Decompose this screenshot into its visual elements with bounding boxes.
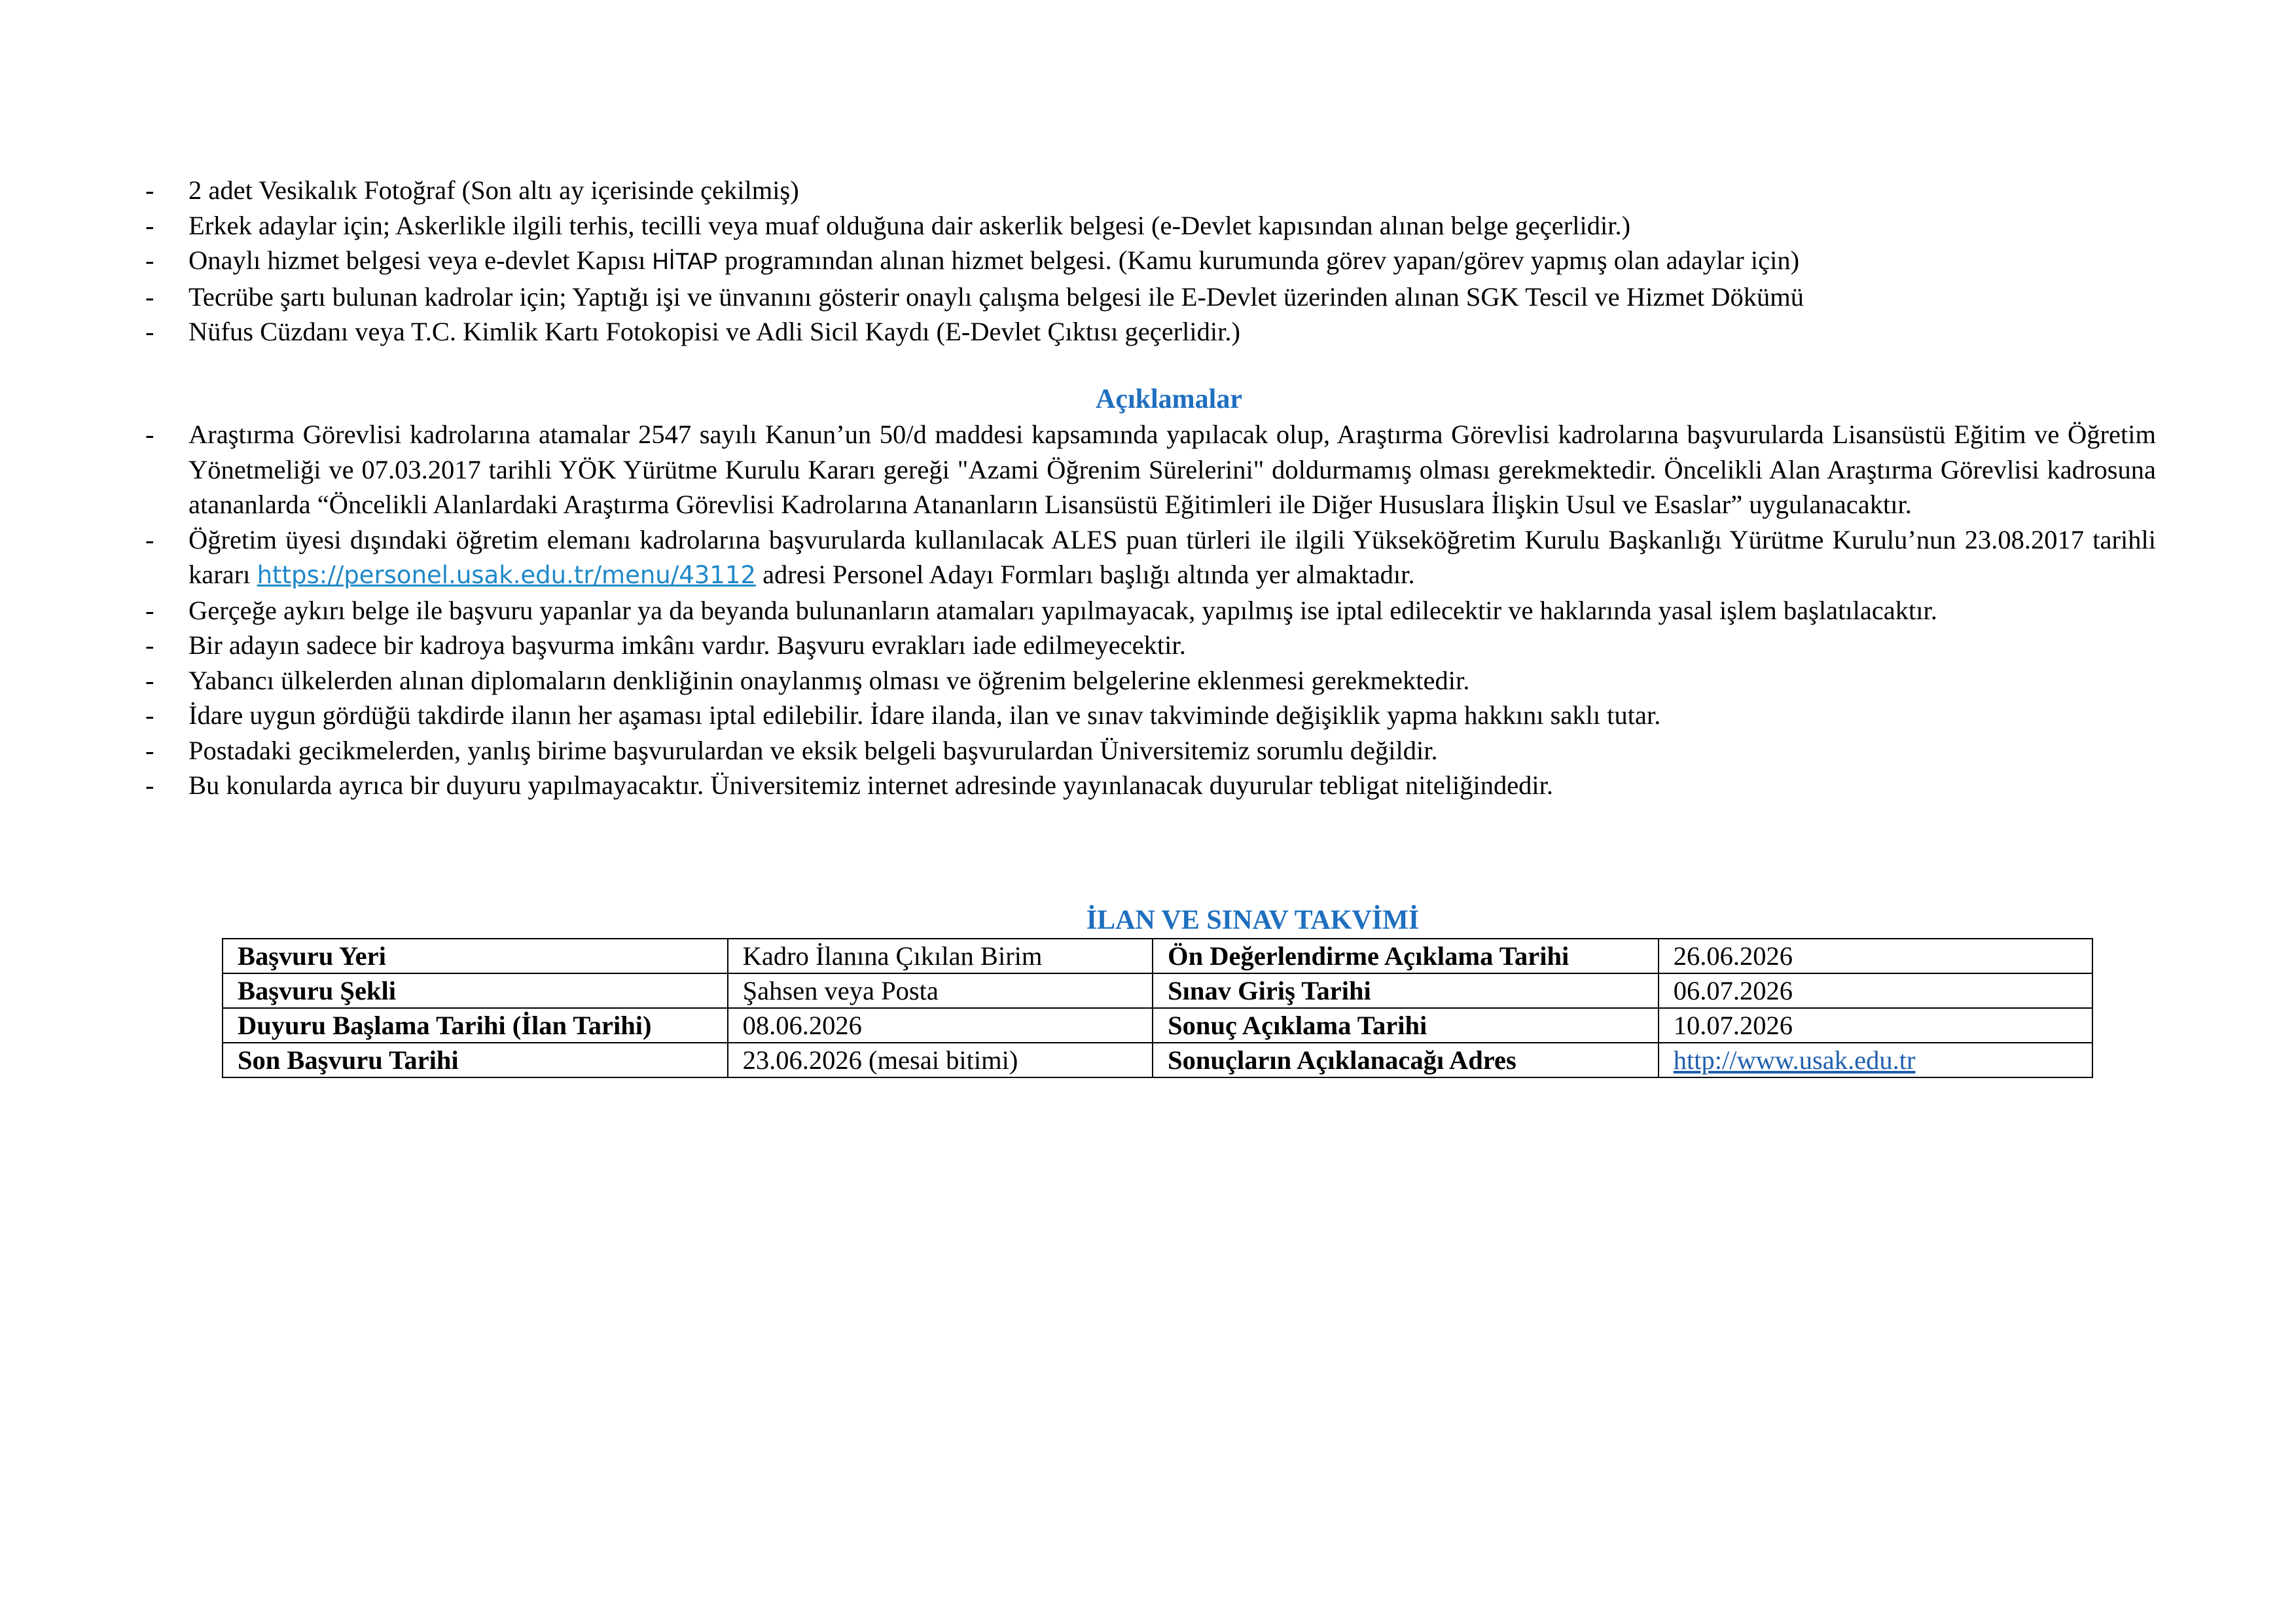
table-row xyxy=(223,973,2092,1008)
bullet-dash: - xyxy=(145,770,154,800)
table-row xyxy=(223,939,2092,973)
bullet-dash: - xyxy=(145,524,154,554)
table-row xyxy=(223,1043,2092,1077)
bullet-dash: - xyxy=(145,420,154,449)
list-item-text-part: Onaylı hizmet belgesi veya e-devlet Kapısı xyxy=(188,245,653,275)
list-item-text: Yabancı ülkelerden alınan diplomaların denkliğinin onaylanmış olması ve öğrenim belgelerine eklenmesi gerekmektedir. xyxy=(188,665,1470,695)
list-item-text-part: Öğretim üyesi dışındaki öğretim elemanı kadrolarına başvurularda kullanılacak ALES puan türleri ile ilgili Yükseköğretim Kurulu Başkanlığı Yürütme Kurulu’nun 23.08.2017 tarihli kararı xyxy=(188,524,2156,589)
list-item-text: Postadaki gecikmelerden, yanlış birime başvurulardan ve eksik belgeli başvurulardan Üniversitemiz sorumlu değildir. xyxy=(188,735,1438,765)
results-address-link[interactable]: http://www.usak.edu.tr xyxy=(1673,1045,1916,1075)
notes-list xyxy=(145,417,2156,803)
list-item-text xyxy=(188,522,2156,593)
list-item xyxy=(145,314,2156,350)
list-item xyxy=(145,663,2156,698)
list-item-text xyxy=(188,245,1799,275)
list-item-text: Nüfus Cüzdanı veya T.C. Kimlik Kartı Fotokopisi ve Adli Sicil Kaydı (E-Devlet Çıktısı geçerlidir.) xyxy=(188,317,1241,346)
list-item xyxy=(145,522,2156,593)
table-value-cell: 06.07.2026 xyxy=(1659,973,2092,1008)
table-row xyxy=(223,1008,2092,1043)
list-item-text-part: programından alınan hizmet belgesi. (Kamu kurumunda görev yapan/görev yapmış olan adaylar için) xyxy=(718,245,1800,275)
list-item xyxy=(145,417,2156,522)
required-documents-list xyxy=(145,173,2156,350)
calendar-table xyxy=(222,938,2093,1078)
personel-forms-link[interactable]: https://personel.usak.edu.tr/menu/43112 xyxy=(257,561,756,589)
table-value-cell: 08.06.2026 xyxy=(728,1008,1153,1043)
list-item-text: Bu konularda ayrıca bir duyuru yapılmayacaktır. Üniversitemiz internet adresinde yayınlanacak duyurular tebligat niteliğindedir. xyxy=(188,770,1554,800)
bullet-dash: - xyxy=(145,630,154,660)
notes-heading: Açıklamalar xyxy=(1096,384,1242,414)
bullet-dash: - xyxy=(145,245,154,275)
table-label-cell: Ön Değerlendirme Açıklama Tarihi xyxy=(1153,939,1659,973)
list-item xyxy=(145,628,2156,663)
table-value-cell xyxy=(1659,1043,2092,1077)
list-item-text: Araştırma Görevlisi kadrolarına atamalar 2547 sayılı Kanun’un 50/d maddesi kapsamında yapılacak olup, Araştırma Görevlisi kadrolarına başvurularda Lisansüstü Eğitim ve Öğretim Yönetmeliği ve 07.03.2017 tarihli YÖK Yürütme Kurulu Kararı gereği "Azami Öğrenim Sürelerini" doldurmamış olması gerekmektedir. Öncelikli Alan Araştırma Görevlisi kadrosuna atananlarda “Öncelikli Alanlardaki Araştırma Görevlisi Kadrolarına Atananların Lisansüstü Eğitimleri ile Diğer Hususlara İlişkin Usul ve Esaslar” uygulanacaktır. xyxy=(188,420,2156,519)
list-item xyxy=(145,173,2156,208)
list-item xyxy=(145,208,2156,244)
bullet-dash: - xyxy=(145,317,154,346)
list-item-text: Gerçeğe aykırı belge ile başvuru yapanlar ya da beyanda bulunanların atamaları yapılmayacak, yapılmış ise iptal edilecektir ve haklarında yasal işlem başlatılacaktır. xyxy=(188,595,1937,625)
table-value-cell: Kadro İlanına Çıkılan Birim xyxy=(728,939,1153,973)
table-label-cell: Sonuç Açıklama Tarihi xyxy=(1153,1008,1659,1043)
bullet-dash: - xyxy=(145,735,154,765)
list-item xyxy=(145,280,2156,315)
table-label-cell: Son Başvuru Tarihi xyxy=(223,1043,728,1077)
list-item xyxy=(145,768,2156,803)
table-value-cell: 23.06.2026 (mesai bitimi) xyxy=(728,1043,1153,1077)
calendar-heading: İLAN VE SINAV TAKVİMİ xyxy=(1086,905,1420,935)
bullet-dash: - xyxy=(145,281,154,312)
list-item xyxy=(145,698,2156,733)
list-item-text: Tecrübe şartı bulunan kadrolar için; Yaptığı işi ve ünvanını gösterir onaylı çalışma belgesi ile E-Devlet üzerinden alınan SGK Tescil ve Hizmet Dökümü xyxy=(188,281,1804,312)
list-item-text: İdare uygun gördüğü takdirde ilanın her aşaması iptal edilebilir. İdare ilanda, ilan ve sınav takviminde değişiklik yapma hakkını saklı tutar. xyxy=(188,700,1661,730)
bullet-dash: - xyxy=(145,175,154,205)
list-item-text: Bir adayın sadece bir kadroya başvurma imkânı vardır. Başvuru evrakları iade edilmeyecektir. xyxy=(188,630,1186,660)
table-label-cell: Duyuru Başlama Tarihi (İlan Tarihi) xyxy=(223,1008,728,1043)
list-item xyxy=(145,593,2156,628)
list-item-text: Erkek adaylar için; Askerlikle ilgili terhis, tecilli veya muaf olduğuna dair askerlik belgesi (e-Devlet kapısından alınan belge geçerlidir.) xyxy=(188,210,1631,240)
table-label-cell: Başvuru Yeri xyxy=(223,939,728,973)
table-label-cell: Sınav Giriş Tarihi xyxy=(1153,973,1659,1008)
list-item xyxy=(145,243,2156,280)
list-item-text-part: adresi Personel Adayı Formları başlığı altında yer almaktadır. xyxy=(755,560,1415,589)
table-label-cell: Sonuçların Açıklanacağı Adres xyxy=(1153,1043,1659,1077)
bullet-dash: - xyxy=(145,595,154,625)
hitap-term: HİTAP xyxy=(652,249,718,274)
table-value-cell: 10.07.2026 xyxy=(1659,1008,2092,1043)
bullet-dash: - xyxy=(145,210,154,240)
table-label-cell: Başvuru Şekli xyxy=(223,973,728,1008)
list-item-text: 2 adet Vesikalık Fotoğraf (Son altı ay içerisinde çekilmiş) xyxy=(188,175,799,205)
table-value-cell: 26.06.2026 xyxy=(1659,939,2092,973)
table-value-cell: Şahsen veya Posta xyxy=(728,973,1153,1008)
bullet-dash: - xyxy=(145,665,154,695)
list-item xyxy=(145,733,2156,768)
bullet-dash: - xyxy=(145,700,154,730)
